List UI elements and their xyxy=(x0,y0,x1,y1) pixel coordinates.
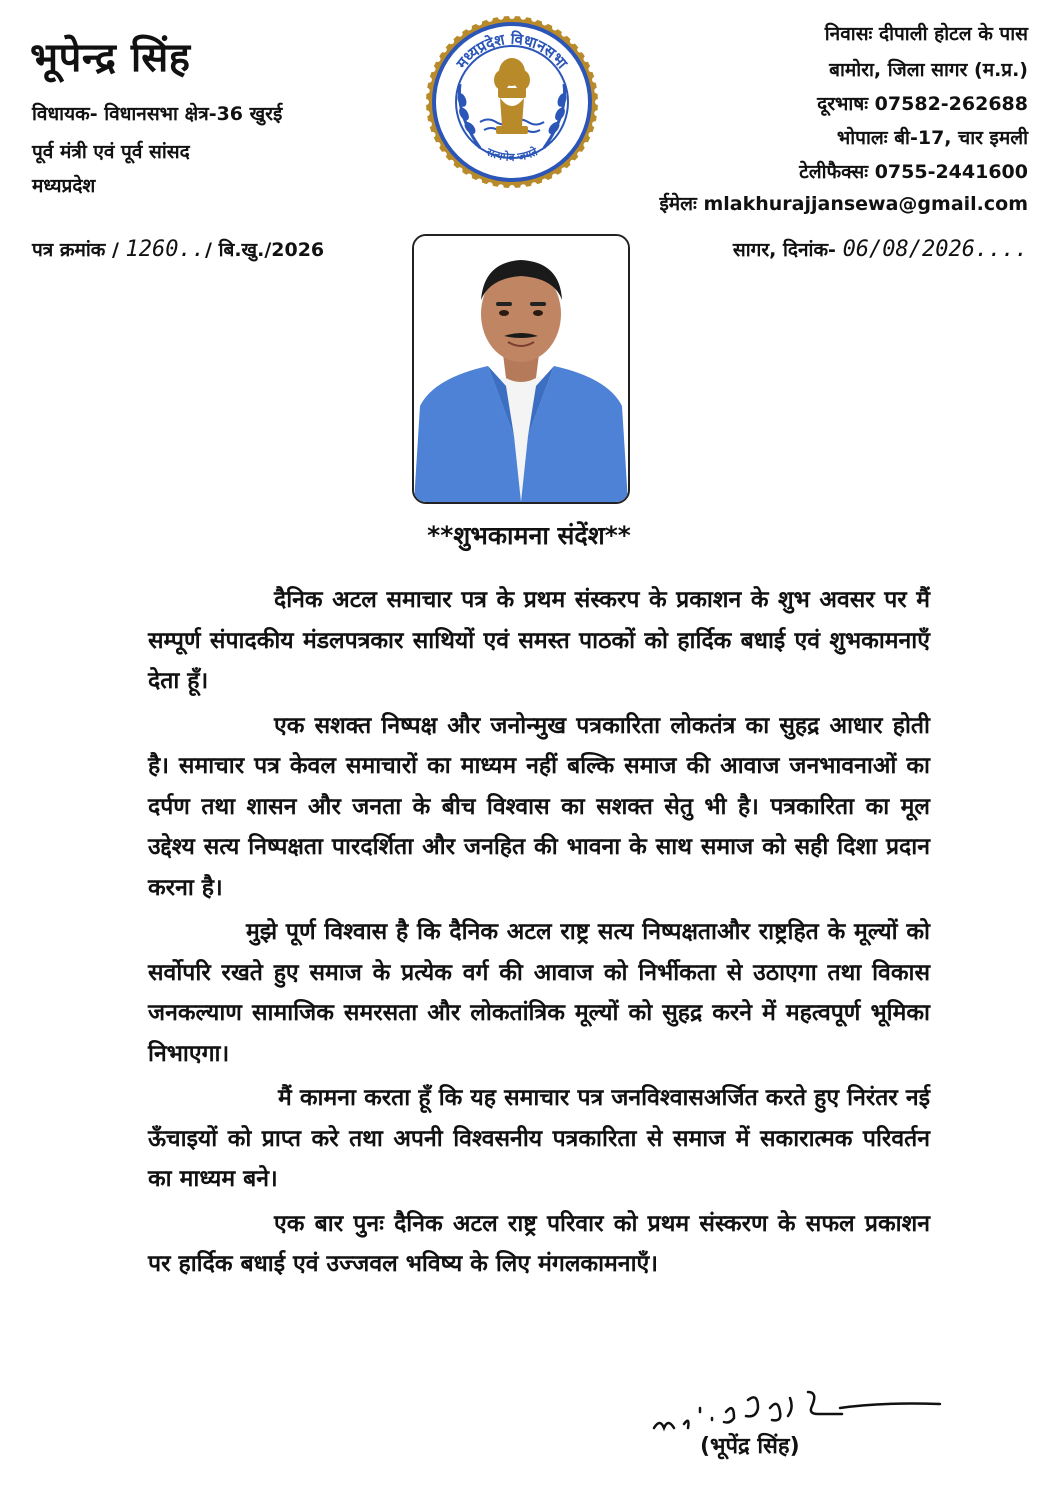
former-positions: पूर्व मंत्री एवं पूर्व सांसद xyxy=(32,141,190,163)
portrait-image xyxy=(414,236,628,502)
paragraph-5: एक बार पुनः दैनिक अटल राष्ट्र परिवार को प्रथम संस्करण के सफल प्रकाशन पर हार्दिक बधाई एवं उज्जवल भविष्य के लिए मंगलकामनाएँ। xyxy=(148,1210,930,1277)
email: ईमेलः mlakhurajjansewa@gmail.com xyxy=(659,193,1028,215)
designation: विधायक- विधानसभा क्षेत्र-36 खुरई xyxy=(32,103,283,125)
address-line-2: बामोरा, जिला सागर (म.प्र.) xyxy=(829,59,1028,81)
address-line-1: निवासः दीपाली होटल के पास xyxy=(824,23,1028,45)
portrait-photo xyxy=(412,234,630,504)
state: मध्यप्रदेश xyxy=(32,175,96,197)
bhopal-address: भोपालः बी-17, चार इमली xyxy=(836,127,1028,149)
seal-motto: सत्यमेव जयते xyxy=(484,145,540,164)
paragraph-2: एक सशक्त निष्पक्ष और जनोन्मुख पत्रकारिता लोकतंत्र का सुहद्र आधार होती है। समाचार पत्र केवल समाचारों का माध्यम नहीं बल्कि समाज की आवाज जनभावनाओं का दर्पण तथा शासन और जनता के बीच विश्वास का सशक्त सेतु भी है। पत्रकारिता का मूल उद्देश्य सत्य निष्पक्षता पारदर्शिता और जनहित की भावना के साथ समाज को सही दिशा प्रदान करना है। xyxy=(148,712,930,901)
letter-date: सागर, दिनांक- 06/08/2026.... xyxy=(732,237,1028,262)
paragraph-3: मुझे पूर्ण विश्वास है कि दैनिक अटल राष्ट्र सत्य निष्पक्षताऔर राष्ट्रहित के मूल्यों को सर्वोपरि रखते हुए समाज के प्रत्येक वर्ग की आवाज को निर्भीकता से उठाएगा तथा विकास जनकल्याण सामाजिक समरसता और लोकतांत्रिक मूल्यों को सुहद्र करने में महत्वपूर्ण भूमिका निभाएगा। xyxy=(148,919,930,1067)
date-value: 06/08/2026.... xyxy=(842,237,1028,262)
paragraph-1: दैनिक अटल समाचार पत्र के प्रथम संस्करप के प्रकाशन के शुभ अवसर पर मैं सम्पूर्ण संपादकीय मंडलपत्रकार साथियों एवं समस्त पाठकों को हार्दिक बधाई एवं शुभकामनाएँ देता हूँ। xyxy=(148,587,930,694)
telefax: टेलीफैक्सः 0755-2441600 xyxy=(799,161,1028,183)
seal-top-text: मध्यप्रदेश विधानसभा xyxy=(452,29,572,73)
reference-number: 1260.. xyxy=(125,237,206,262)
paragraph-4: मैं कामना करता हूँ कि यह समाचार पत्र जनविश्वासअर्जित करते हुए निरंतर नई ऊँचाइयों को प्राप्त करे तथा अपनी विश्वसनीय पत्रकारिता से समाज में सकारात्मक परिवर्तन का माध्यम बने। xyxy=(148,1085,930,1192)
letter-heading: **शुभकामना संदेंश** xyxy=(427,521,631,550)
sender-name: भूपेन्द्र सिंह xyxy=(30,35,191,81)
signatory-name: (भूपेंद्र सिंह) xyxy=(700,1434,800,1459)
letter-reference: पत्र क्रमांक / 1260../ बि.खु./2026 xyxy=(32,237,325,262)
vidhan-sabha-seal-icon xyxy=(424,14,600,190)
letter-body xyxy=(148,580,930,1289)
phone: दूरभाषः 07582-262688 xyxy=(817,93,1028,115)
